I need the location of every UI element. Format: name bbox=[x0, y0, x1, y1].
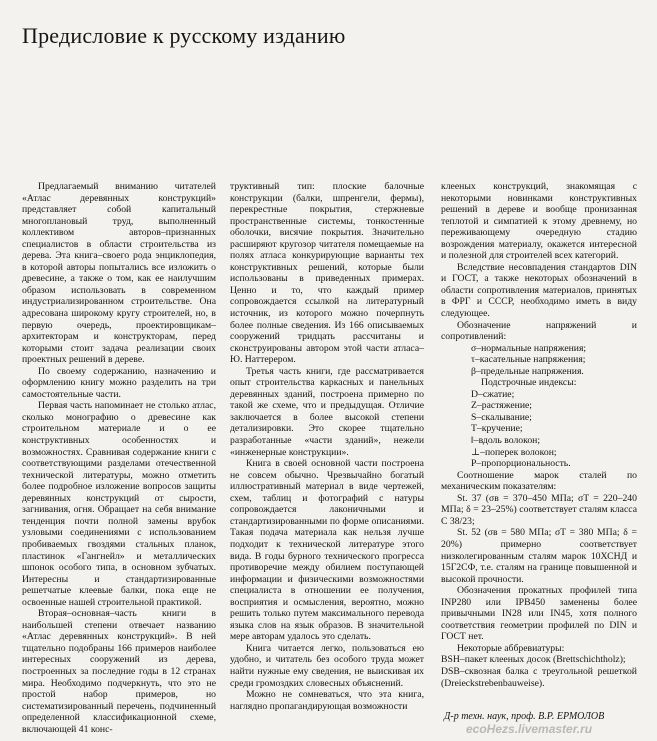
paragraph: труктивный тип: плоские балочные конструкции (балки, шпренгели, фермы), перекрестные покрытия, стержневые пространственные системы, тонкостенные оболочки, висячие покрытия. Значительно расширяют кругозор читателя помещаемые на полях атласа конкурирующие варианты тех конструктивных решений, которые были использованы в приведенных примерах. Ценно и то, что каждый пример сопровождается ссылкой на литературный источник, из которого можно почерпнуть более полные сведения. Из 166 описываемых сооружений тридцать рассчитаны и сконструированы автором этой части атласа–Ю. Наттерером. bbox=[230, 181, 424, 366]
subscript-item: S–скалывание; bbox=[471, 411, 532, 423]
page-title: Предисловие к русскому изданию bbox=[22, 22, 346, 48]
abbreviation-item: BSH–пакет клееных досок (Brettschichtholz); bbox=[441, 654, 626, 666]
paragraph: Вследствие несовпадения стандартов DIN и ГОСТ, а также некоторых обозначений в области сопротивления материалов, принятых в ФРГ и СССР, необходимо иметь в виду следующее. bbox=[441, 261, 637, 320]
subscript-item: Z–растяжение; bbox=[471, 400, 532, 412]
paragraph: Предлагаемый вниманию читателей «Атлас деревянных конструкций» представляет собой капитальный многоплановый труд, выполненный коллективом авторов–признанных специалистов в области строительства из дерева. Эта книга–своего рода энциклопедия, в которой авторы попытались все изложить о древесине, а также о том, как ее наилучшим образом использовать в современном индустриализированном строительстве. Она адресована широкому кругу строителей, но, в первую очередь, проектировщикам–архитекторам и конструкторам, перед которыми стоит задача реализации своих проектных решений в дереве. bbox=[22, 181, 216, 366]
subscript-heading: Подстрочные индексы: bbox=[481, 377, 577, 389]
paragraph: Вторая–основная–часть книги в наибольшей степени отвечает названию «Атлас деревянных конструкций». В ней тщательно подобраны 166 примеров наиболее интересных сооружений из дерева, построенных за последние годы в 12 странах мира. Необходимо подчеркнуть, что это не простой набор примеров, но систематизированный перечень, подчиненный определенной классификационной схеме, включающей 41 конс- bbox=[22, 608, 216, 735]
text-column-3 bbox=[441, 181, 637, 689]
paragraph: Можно не сомневаться, что эта книга, наглядно пропагандирующая возможности bbox=[230, 689, 424, 712]
paragraph: клееных конструкций, знакомящая с некоторыми новинками конструктивных решений в дереве и вообще пронизанная теплотой и симпатией к этому древнему, но переживающему очередную стадию возрождения материалу, окажется интересной и полезной для строителей всех категорий. bbox=[441, 181, 637, 262]
notation-item: σ–нормальные напряжения; bbox=[471, 342, 587, 354]
text-column-1 bbox=[22, 181, 216, 735]
paragraph: Соотношение марок сталей по механическим показателям: bbox=[441, 469, 637, 493]
notation-item: τ–касательные напряжения; bbox=[471, 354, 586, 366]
subscript-item: ⊥–поперек волокон; bbox=[471, 446, 557, 458]
notation-item: β–предельные напряжения. bbox=[471, 365, 584, 377]
subscript-item: P–пропорциональность. bbox=[471, 458, 571, 470]
author-signature: Д-р техн. наук, проф. В.Р. ЕРМОЛОВ bbox=[444, 711, 605, 722]
paragraph: Обозначения прокатных профилей типа INP280 или IPB450 заменены более привычными IN28 или IN45, хотя полного соответствия геометрии профилей по DIN и ГОСТ нет. bbox=[441, 585, 637, 643]
paragraph: St. 37 (σв = 370–450 МПа; σT = 220–240 МПа; δ = 23–25%) соответствует сталям класса С 38/23; bbox=[441, 492, 637, 527]
paragraph: St. 52 (σв = 580 МПа; σT = 380 МПа; δ = 20%) примерно соответствует низколегированным сталям марок 10ХСНД и 15Г2СФ, т.е. сталям на границе повышенной и высокой прочности. bbox=[441, 527, 637, 585]
subscript-item: T–кручение; bbox=[471, 423, 523, 435]
abbreviation-item: DSB–сквозная балка с треугольной решеткой (Dreieckstrebenbauweise). bbox=[441, 665, 637, 689]
abbreviations-heading: Некоторые аббревиатуры: bbox=[457, 642, 565, 654]
paragraph: По своему содержанию, назначению и оформлению книгу можно разделить на три самостоятельные части. bbox=[22, 365, 216, 400]
paragraph: Третья часть книги, где рассматривается опыт строительства каркасных и панельных деревянных зданий, построена примерно по такой же схеме, что и предыдущая. Отличие заключается в более высокой степени детализировки. Это скорее тщательно разработанные «части зданий», нежели «инженерные конструкции». bbox=[230, 365, 424, 458]
notation-heading: Обозначение напряжений и сопротивлений: bbox=[441, 319, 637, 343]
paragraph: Первая часть напоминает не столько атлас, сколько монографию о древесине как строительном материале и о ее конструктивных особенностях и возможностях. Сравнивая содержание книги с соответствующими разделами отечественной технической литературы, можно отметить более подробное изложение вопросов защиты деревянных конструкций от сырости, загнивания, огня. Обращает на себя внимание тенденция почти полной замены врубок узловыми соединениями с использованием пробиваемых гвоздями стальных планок, пластинок «Гангнейл» и металлических шпонок особого типа, в основном зубчатых. Интересны и стандартизированные решетчатые клеевые балки, пока еще не освоенные нашей строительной практикой. bbox=[22, 400, 216, 608]
subscript-item: D–сжатие; bbox=[471, 388, 515, 400]
paragraph: Книга в своей основной части построена не совсем обычно. Чрезвычайно богатый иллюстративный материал в виде чертежей, схем, таблиц и фотографий с натуры сопровождается лаконичными и стандартизированными по форме описаниями. Такая подача материала как нельзя лучше подходит к технической литературе этого вида. В годы бурного технического прогресса противоречие между обилием поступающей информации и физическими возможностями специалиста в отношении ее получения, восприятия и осмысления, вероятно, можно решить только путем максимального перевода языка слов на язык образов. В значительной мере авторам удалось это сделать. bbox=[230, 458, 424, 643]
watermark: ecoHezs.livemaster.ru bbox=[466, 722, 593, 736]
subscript-item: ‖–вдоль волокон; bbox=[471, 435, 541, 447]
text-column-2 bbox=[230, 181, 424, 712]
paragraph: Книга читается легко, пользоваться ею удобно, и читатель без особого труда может найти нужные ему сведения, не выискивая их среди громоздких словесных объяснений. bbox=[230, 642, 424, 689]
